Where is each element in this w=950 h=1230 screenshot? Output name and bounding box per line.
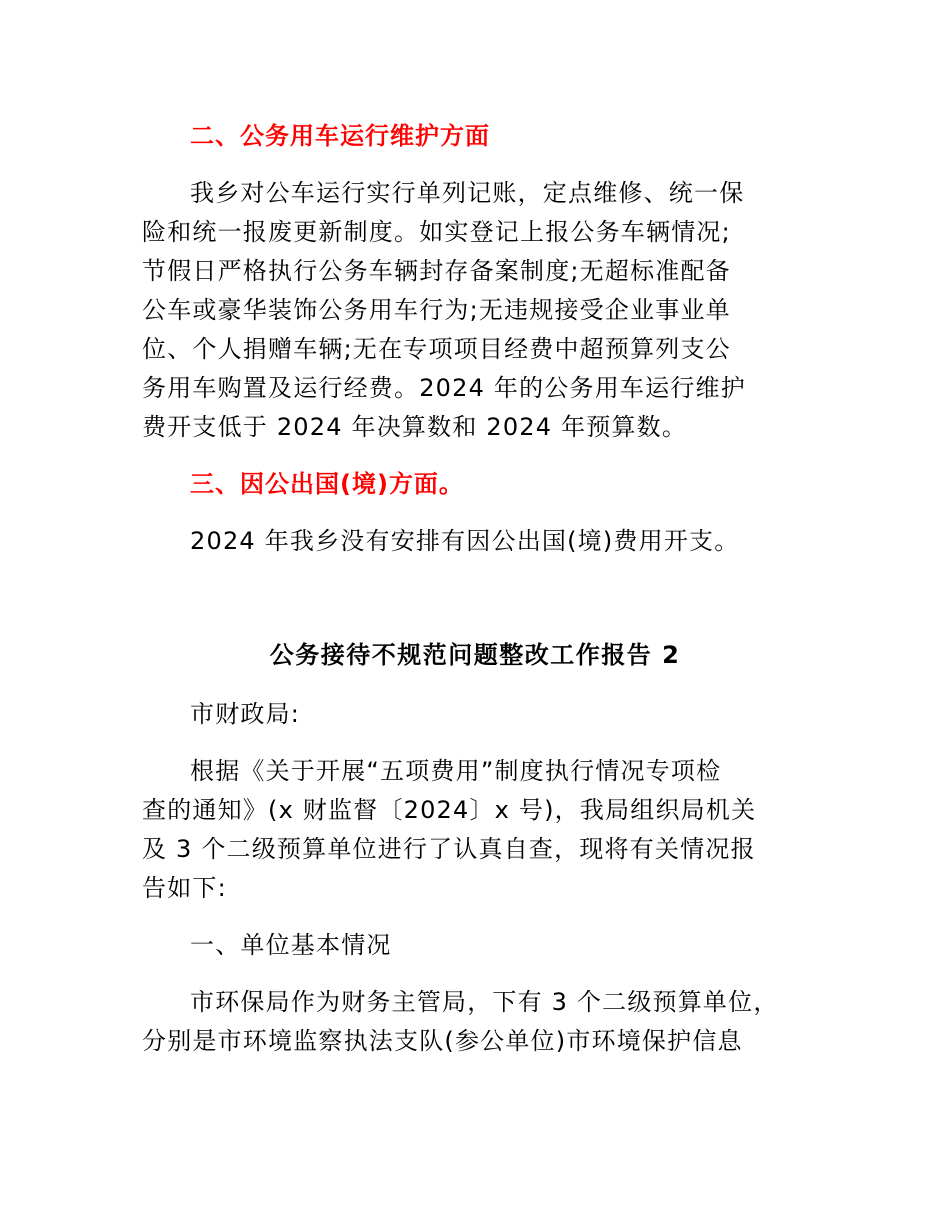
paragraph-line: 市环保局作为财务主管局，下有 3 个二级预算单位， [190,988,779,1016]
paragraph-line: 根据《关于开展“五项费用”制度执行情况专项检 [190,757,722,785]
salutation: 市财政局: [190,700,301,728]
paragraph-line: 节假日严格执行公务车辆封存备案制度;无超标准配备 [142,257,731,285]
paragraph-line: 查的通知》(x 财监督〔2024〕x 号)，我局组织局机关 [142,796,757,824]
report-title: 公务接待不规范问题整改工作报告 2 [269,641,681,669]
paragraph-line: 位、个人捐赠车辆;无在专项项目经费中超预算列支公 [142,335,731,363]
sub-heading: 一、单位基本情况 [190,931,392,959]
paragraph-line: 及 3 个二级预算单位进行了认真自查，现将有关情况报 [142,835,756,863]
paragraph-line: 分别是市环境监察执法支队(参公单位)市环境保护信息 [142,1027,743,1055]
paragraph-line: 公车或豪华装饰公务用车行为;无违规接受企业事业单 [142,296,731,324]
section-heading-overseas: 三、因公出国(境)方面。 [190,470,464,498]
section-heading-vehicle: 二、公务用车运行维护方面 [190,122,490,150]
paragraph-line: 务用车购置及运行经费。2024 年的公务用车运行维护 [142,374,746,402]
paragraph-line: 费开支低于 2024 年决算数和 2024 年预算数。 [142,413,688,441]
paragraph-line: 告如下: [142,874,227,902]
paragraph-line: 2024 年我乡没有安排有因公出国(境)费用开支。 [190,527,740,555]
paragraph-line: 我乡对公车运行实行单列记账，定点维修、统一保 [190,179,745,207]
paragraph-line: 险和统一报废更新制度。如实登记上报公务车辆情况; [142,218,731,246]
